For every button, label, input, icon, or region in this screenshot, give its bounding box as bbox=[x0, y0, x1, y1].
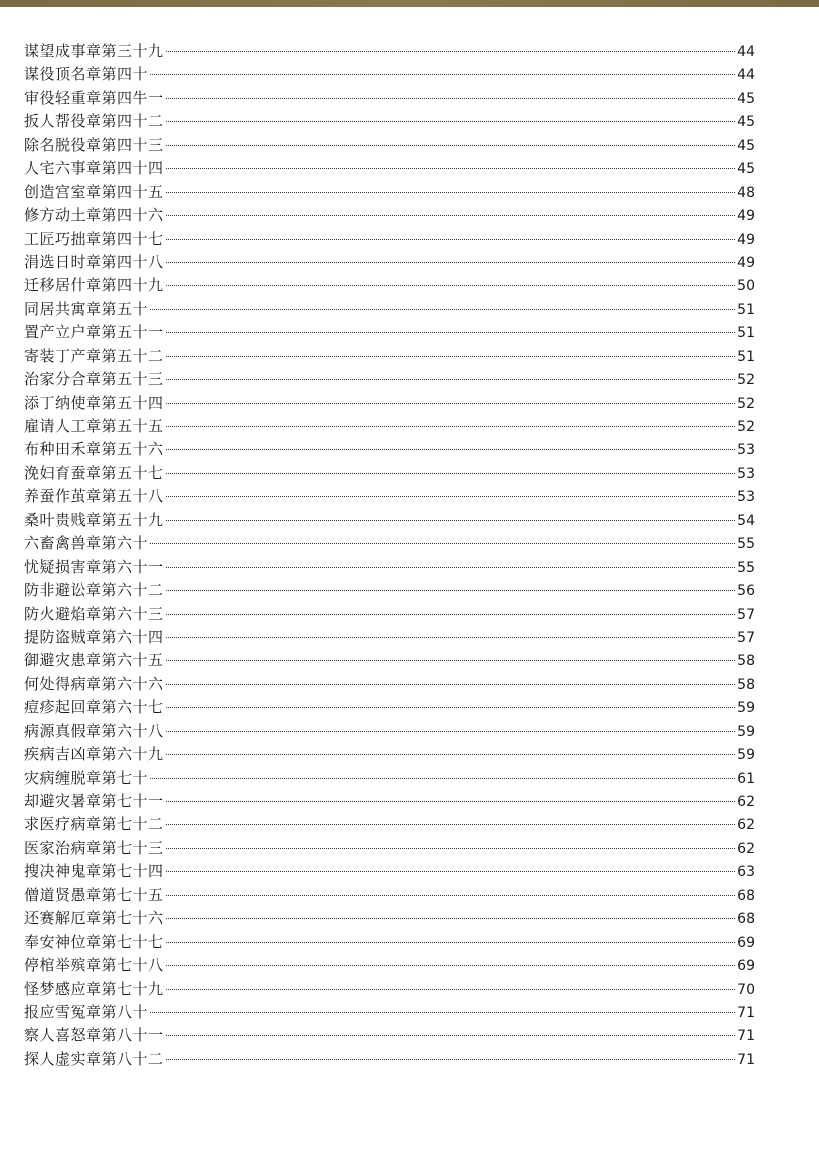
toc-entry-page-number: 62 bbox=[737, 817, 755, 834]
dot-leader bbox=[166, 167, 736, 169]
dot-leader bbox=[166, 566, 736, 568]
toc-entry-title: 人宅六事章第四十四 bbox=[24, 159, 164, 178]
toc-entry-title: 怪梦感应章第七十九 bbox=[24, 979, 164, 998]
toc-entry[interactable] bbox=[24, 837, 755, 860]
dot-leader bbox=[166, 425, 736, 427]
toc-entry-page-number: 53 bbox=[737, 489, 755, 506]
toc-entry[interactable] bbox=[24, 649, 755, 672]
dot-leader bbox=[150, 542, 735, 544]
toc-entry-title: 治家分合章第五十三 bbox=[24, 370, 164, 389]
toc-entry-title: 灾病缠脱章第七十 bbox=[24, 768, 149, 787]
toc-entry-page-number: 54 bbox=[737, 512, 755, 529]
toc-entry[interactable] bbox=[24, 462, 755, 485]
toc-entry[interactable] bbox=[24, 1001, 755, 1024]
toc-entry[interactable] bbox=[24, 63, 755, 86]
toc-entry-page-number: 52 bbox=[737, 395, 755, 412]
toc-entry-page-number: 45 bbox=[737, 90, 755, 107]
toc-entry-title: 求医疗病章第七十二 bbox=[24, 815, 164, 834]
toc-entry-page-number: 58 bbox=[737, 676, 755, 693]
toc-entry-title: 却避灾暑章第七十一 bbox=[24, 792, 164, 810]
toc-entry[interactable] bbox=[24, 204, 755, 227]
dot-leader bbox=[166, 894, 736, 896]
toc-entry[interactable] bbox=[24, 954, 755, 977]
dot-leader bbox=[166, 284, 736, 286]
toc-entry-page-number: 62 bbox=[737, 840, 755, 857]
toc-entry-title: 六畜禽兽章第六十 bbox=[24, 534, 149, 553]
toc-entry-page-number: 59 bbox=[737, 747, 755, 764]
toc-entry-page-number: 53 bbox=[737, 442, 755, 459]
toc-entry-title: 停棺举殡章第七十八 bbox=[24, 956, 164, 975]
toc-entry-title: 痘疹起回章第六十七 bbox=[24, 698, 164, 717]
toc-entry[interactable] bbox=[24, 860, 755, 883]
toc-entry-page-number: 51 bbox=[737, 325, 755, 342]
toc-entry-page-number: 51 bbox=[737, 301, 755, 318]
toc-entry[interactable] bbox=[24, 626, 755, 649]
toc-entry-title: 忧疑损害章第六十一 bbox=[24, 557, 164, 576]
dot-leader bbox=[166, 378, 736, 380]
dot-leader bbox=[166, 97, 736, 99]
toc-entry[interactable] bbox=[24, 298, 755, 321]
dot-leader bbox=[166, 144, 736, 146]
toc-entry-title: 除名脱役章第四十三 bbox=[24, 135, 164, 154]
toc-entry-title: 布种田禾章第五十六 bbox=[24, 440, 164, 459]
dot-leader bbox=[166, 917, 736, 919]
toc-entry-page-number: 68 bbox=[737, 887, 755, 904]
dot-leader bbox=[166, 495, 736, 497]
toc-entry-page-number: 71 bbox=[737, 1051, 755, 1068]
toc-entry-page-number: 57 bbox=[737, 629, 755, 646]
toc-entry-page-number: 69 bbox=[737, 958, 755, 975]
dot-leader bbox=[166, 823, 736, 825]
toc-entry-title: 审役轻重章第四牛一 bbox=[24, 88, 164, 107]
dot-leader bbox=[150, 73, 735, 75]
toc-entry[interactable] bbox=[24, 673, 755, 696]
dot-leader bbox=[150, 1011, 735, 1013]
dot-leader bbox=[150, 308, 735, 310]
dot-leader bbox=[166, 683, 736, 685]
toc-entry-title: 创造宫室章第四十五 bbox=[24, 182, 164, 201]
header-bar bbox=[0, 0, 819, 7]
toc-entry-page-number: 49 bbox=[737, 208, 755, 225]
toc-entry[interactable] bbox=[24, 87, 755, 110]
toc-entry-title: 察人喜怒章第八十一 bbox=[24, 1026, 164, 1045]
toc-entry-page-number: 58 bbox=[737, 653, 755, 670]
toc-entry[interactable] bbox=[24, 251, 755, 274]
toc-entry[interactable] bbox=[24, 509, 755, 532]
toc-entry-page-number: 45 bbox=[737, 161, 755, 178]
toc-entry-page-number: 70 bbox=[737, 981, 755, 998]
toc-entry-title: 搜决神鬼章第七十四 bbox=[24, 862, 164, 881]
toc-entry-page-number: 45 bbox=[737, 137, 755, 154]
toc-entry-page-number: 55 bbox=[737, 536, 755, 553]
toc-entry[interactable] bbox=[24, 181, 755, 204]
toc-entry[interactable] bbox=[24, 134, 755, 157]
toc-entry[interactable] bbox=[24, 274, 755, 297]
toc-entry[interactable] bbox=[24, 931, 755, 954]
toc-entry-page-number: 48 bbox=[737, 184, 755, 201]
toc-entry-title: 同居共寓章第五十 bbox=[24, 299, 149, 318]
toc-entry[interactable] bbox=[24, 696, 755, 719]
toc-entry[interactable] bbox=[24, 1048, 755, 1071]
dot-leader bbox=[166, 730, 736, 732]
toc-entry-title: 奉安神位章第七十七 bbox=[24, 932, 164, 951]
toc-entry-title: 工匠巧拙章第四十七 bbox=[24, 229, 164, 248]
dot-leader bbox=[166, 448, 736, 450]
toc-entry-page-number: 69 bbox=[737, 934, 755, 951]
dot-leader bbox=[166, 941, 736, 943]
toc-entry-title: 病源真假章第六十八 bbox=[24, 721, 164, 740]
dot-leader bbox=[166, 589, 736, 591]
dot-leader bbox=[166, 636, 736, 638]
dot-leader bbox=[166, 191, 736, 193]
dot-leader bbox=[166, 331, 736, 333]
toc-entry-page-number: 49 bbox=[737, 254, 755, 271]
toc-entry-page-number: 49 bbox=[737, 231, 755, 248]
toc-entry-title: 雇请人工章第五十五 bbox=[24, 417, 164, 435]
toc-entry-page-number: 57 bbox=[737, 606, 755, 623]
toc-entry-title: 迁移居什章第四十九 bbox=[24, 276, 164, 295]
toc-entry[interactable] bbox=[24, 485, 755, 508]
dot-leader bbox=[166, 120, 736, 122]
table-of-contents bbox=[24, 40, 755, 1071]
toc-entry-page-number: 68 bbox=[737, 911, 755, 928]
toc-entry-page-number: 52 bbox=[737, 419, 755, 435]
toc-entry-page-number: 55 bbox=[737, 559, 755, 576]
toc-entry[interactable] bbox=[24, 767, 755, 790]
toc-entry[interactable] bbox=[24, 438, 755, 461]
toc-entry[interactable] bbox=[24, 790, 755, 813]
toc-entry-title: 浼妇育蚕章第五十七 bbox=[24, 463, 164, 482]
toc-entry-title: 报应雪冤章第八十 bbox=[24, 1002, 149, 1021]
toc-entry-title: 谋望成事章第三十九 bbox=[24, 42, 164, 60]
toc-entry-title: 谋役顶名章第四十 bbox=[24, 65, 149, 84]
dot-leader bbox=[166, 847, 736, 849]
toc-entry-title: 提防盗贼章第六十四 bbox=[24, 627, 164, 646]
toc-entry-page-number: 62 bbox=[737, 794, 755, 810]
toc-entry-title: 扳人帮役章第四十二 bbox=[24, 112, 164, 131]
toc-entry-title: 疾病吉凶章第六十九 bbox=[24, 745, 164, 764]
toc-entry[interactable] bbox=[24, 532, 755, 555]
toc-entry[interactable] bbox=[24, 321, 755, 344]
toc-entry-page-number: 63 bbox=[737, 864, 755, 881]
dot-leader bbox=[166, 753, 736, 755]
toc-entry[interactable] bbox=[24, 392, 755, 415]
toc-entry-page-number: 71 bbox=[737, 1028, 755, 1045]
toc-entry[interactable] bbox=[24, 345, 755, 368]
toc-entry-title: 探人虚实章第八十二 bbox=[24, 1049, 164, 1068]
dot-leader bbox=[166, 472, 736, 474]
toc-entry-page-number: 44 bbox=[737, 67, 755, 84]
toc-entry-title: 养蚕作茧章第五十八 bbox=[24, 487, 164, 506]
toc-entry[interactable] bbox=[24, 579, 755, 602]
dot-leader bbox=[166, 706, 736, 708]
toc-entry-title: 桑叶贵贱章第五十九 bbox=[24, 510, 164, 529]
toc-entry[interactable] bbox=[24, 813, 755, 836]
toc-entry[interactable] bbox=[24, 228, 755, 251]
toc-entry-title: 何处得病章第六十六 bbox=[24, 674, 164, 693]
toc-entry-page-number: 53 bbox=[737, 465, 755, 482]
dot-leader bbox=[166, 1034, 736, 1036]
toc-entry-title: 医家治病章第七十三 bbox=[24, 838, 164, 857]
dot-leader bbox=[166, 519, 736, 521]
toc-entry[interactable] bbox=[24, 720, 755, 743]
dot-leader bbox=[166, 659, 736, 661]
toc-entry-page-number: 61 bbox=[737, 770, 755, 787]
dot-leader bbox=[166, 1058, 736, 1060]
dot-leader bbox=[166, 613, 736, 615]
dot-leader bbox=[166, 355, 736, 357]
toc-entry-page-number: 71 bbox=[737, 1004, 755, 1021]
toc-entry-page-number: 52 bbox=[737, 372, 755, 389]
toc-entry[interactable] bbox=[24, 415, 755, 438]
toc-entry-title: 修方动土章第四十六 bbox=[24, 206, 164, 225]
toc-entry-page-number: 59 bbox=[737, 700, 755, 717]
toc-entry[interactable] bbox=[24, 368, 755, 391]
toc-entry-page-number: 45 bbox=[737, 114, 755, 131]
dot-leader bbox=[166, 238, 736, 240]
dot-leader bbox=[150, 777, 735, 779]
dot-leader bbox=[166, 988, 736, 990]
toc-entry-title: 还赛解厄章第七十六 bbox=[24, 909, 164, 928]
toc-entry-title: 涓选日时章第四十八 bbox=[24, 252, 164, 271]
toc-entry-page-number: 56 bbox=[737, 583, 755, 600]
toc-entry-title: 防火避焰章第六十三 bbox=[24, 604, 164, 623]
toc-entry[interactable] bbox=[24, 110, 755, 133]
dot-leader bbox=[166, 214, 736, 216]
toc-entry[interactable] bbox=[24, 884, 755, 907]
toc-entry[interactable] bbox=[24, 157, 755, 180]
toc-entry-title: 寄装丁产章第五十二 bbox=[24, 346, 164, 365]
toc-entry-page-number: 44 bbox=[737, 44, 755, 60]
dot-leader bbox=[166, 800, 736, 802]
dot-leader bbox=[166, 870, 736, 872]
dot-leader bbox=[166, 964, 736, 966]
toc-entry-title: 僧道贤愚章第七十五 bbox=[24, 885, 164, 904]
toc-entry-title: 置产立户章第五十一 bbox=[24, 323, 164, 342]
toc-entry-title: 防非避讼章第六十二 bbox=[24, 581, 164, 600]
toc-entry[interactable] bbox=[24, 1024, 755, 1047]
toc-entry-page-number: 51 bbox=[737, 348, 755, 365]
toc-entry[interactable] bbox=[24, 743, 755, 766]
dot-leader bbox=[166, 402, 736, 404]
toc-entry-title: 御避灾患章第六十五 bbox=[24, 651, 164, 670]
toc-entry-page-number: 59 bbox=[737, 723, 755, 740]
toc-entry-page-number: 50 bbox=[737, 278, 755, 295]
dot-leader bbox=[166, 50, 736, 52]
toc-entry[interactable] bbox=[24, 978, 755, 1001]
toc-entry[interactable] bbox=[24, 556, 755, 579]
toc-entry-title: 添丁纳使章第五十四 bbox=[24, 393, 164, 412]
toc-entry[interactable] bbox=[24, 907, 755, 930]
toc-entry[interactable] bbox=[24, 40, 755, 63]
toc-entry[interactable] bbox=[24, 603, 755, 626]
dot-leader bbox=[166, 261, 736, 263]
